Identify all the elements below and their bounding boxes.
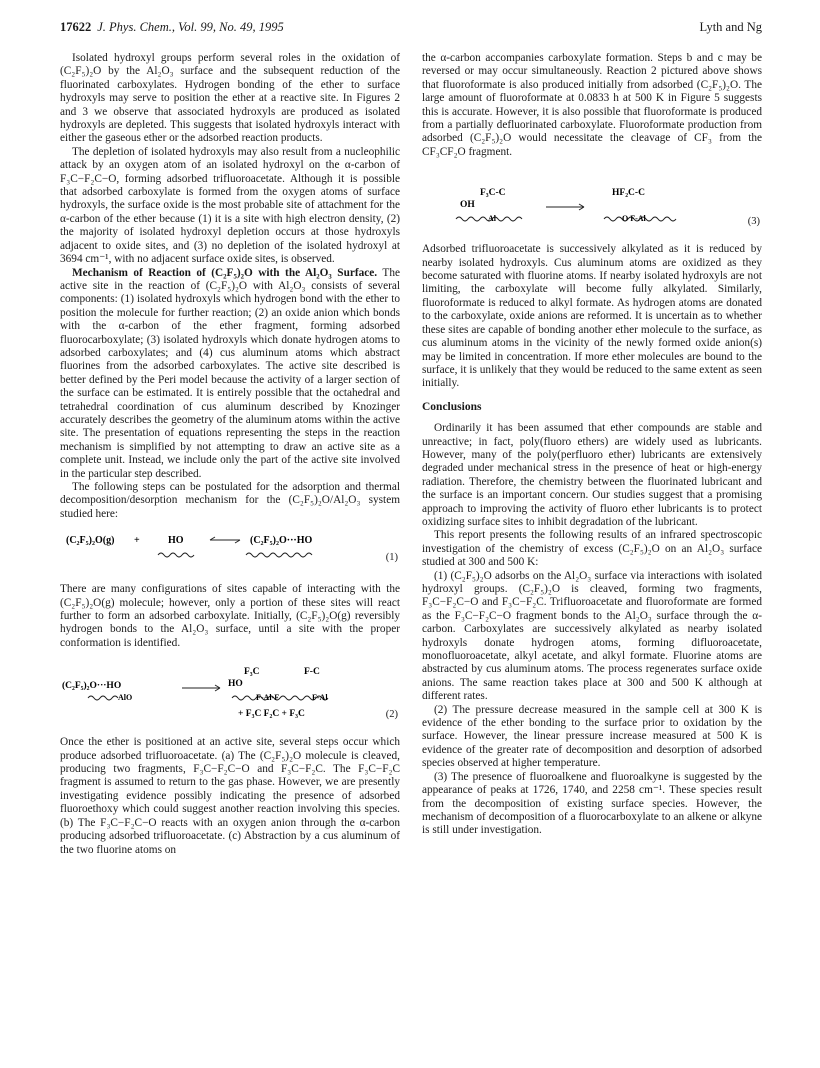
eq1-reactant: (C₂F₅)₂O(g): [66, 535, 115, 547]
authors: Lyth and Ng: [699, 20, 762, 34]
eq2-surface3: F-Al: [312, 693, 328, 703]
surface-wave: [246, 553, 312, 557]
paragraph: the α-carbon accompanies carboxylate formation. Steps b and c may be reversed or may occur simultaneously. Reaction 2 pictured above shows that fluoroformate is also produced initially from adsorbed (C₂F₅)₂O. The large amount of fluoroformate at 0.0833 h at 500 K in Figure 5 suggests this is accurate. However, it is also possible that fluoroformate is produced from a partially defluorinated carboxylate. Fluoroformate production from adsorbed (C₂F₅)₂O would necessitate the cleavage of CF₃ from the CF₃CF₂O fragment.: [422, 52, 762, 158]
left-column: [60, 52, 400, 857]
surface-wave: [158, 553, 194, 557]
eq3-f3c: F₃C-C: [480, 188, 506, 199]
equation-number: (1): [385, 552, 398, 564]
equation-2: [60, 658, 400, 728]
eq3-surface: O F-Al: [622, 214, 646, 224]
paragraph: Adsorbed trifluoroacetate is successively alkylated as it is reduced by nearby isolated hydroxyls. Cus aluminum atoms are oxidized as they become saturated with fluorine atoms. If nearby isolated hydroxyls are not limiting, the carboxylate will become fully alkylated. Similarly, fluoroformate is reduced to alkyl formate. As hydrogen atoms are donated to the carboxylate, oxide anions are reformed. It is uncertain as to whether these sites are capable of bonding another ether molecule to the surface, as cus aluminum atoms in the vicinity of the newly formed oxide anion(s) may be limited in concentration. If more ether molecules are bound to the surface, it is unlikely that they would be reduced to the same extent as seen initially.: [422, 243, 762, 390]
paragraph: (2) The pressure decrease measured in the sample cell at 300 K is evidence of the ether bonding to the surface prior to oxidation by the surface. However, the linear pressure increase measured at 500 K is evidence of the greater rate of decomposition and desorption of adsorbed species observed at higher temperature.: [422, 703, 762, 770]
eq2-fc: F-C: [304, 667, 320, 678]
paragraph: Isolated hydroxyl groups perform several roles in the oxidation of (C₂F₅)₂O by the Al₂O₃ surface and the subsequent reduction of the fluorinated carboxylates. Hydrogen bonding of the ether to surface hydroxyls may serve to position the ether at a reactive site. In Figures 2 and 3 we observe that associated hydroxyls are produced as isolated hydroxyls are depleted. This suggests that isolated hydroxyls interact with either the gaseous ether or the adsorbed reaction products.: [60, 52, 400, 145]
paragraph: The depletion of isolated hydroxyls may also result from a nucleophilic attack by an oxygen atom of an isolated hydroxyl on the α-carbon of F₃C−F₂C−O, forming adsorbed trifluoroacetate. Although it is possible that adsorbed carboxylate is formed from the oxygen atoms of surface hydroxyls, the surface oxide is the most probable site of attachment for the α-carbon of the ether because (1) it is a site with high electron density, (2) the majority of isolated hydroxyl depletion occurs at those hydroxyls adjacent to oxide sites, and (3) no depletion of the isolated hydroxyl at 3694 cm⁻¹, with no adjacent surface oxide sites, is observed.: [60, 145, 400, 266]
eq1-plus: +: [134, 535, 140, 547]
running-header: [60, 20, 762, 40]
paragraph: Once the ether is positioned at an active site, several steps occur which produce adsorbed trifluoroacetate. (a) The (C₂F₅)₂O molecule is cleaved, producing two fragments, F₃C−F₂C−O and F₃C−F₂C. The F₃C−F₂C fragment is assumed to return to the gas phase. However, we are presently investigating evidence possibly indicating the presence of adsorbed fluoroethoxy which could suggest another reaction involving this species. (b) The F₃C−F₂C−O reacts with an oxygen anion through the α-carbon producing adsorbed trifluoroacetate. (c) Abstraction by a cus aluminum of the two fluorine atoms on: [60, 736, 400, 856]
eq3-oh: OH: [460, 200, 475, 211]
equation-number: (3): [747, 216, 760, 228]
eq2-byproducts: + F₃C F₂C + F₃C: [238, 709, 305, 720]
paragraph: Ordinarily it has been assumed that ether compounds are stable and unreactive; in fact, poly(fluoro ethers) are widely used as lubricants. However, many of the poly(perfluoro ether) lubricants are extensively degraded under mechanical stress in the presence of heat or high-energy radiation. Therefore, the chemistry between the fluorinated lubricant and the surface is an important concern. Our studies suggest that a promising approach to improving the activity of fluoro ether lubricants is to protect oxidizing surface sites to inhibit degradation of the lubricant.: [422, 422, 762, 528]
paragraph-text: The active site in the reaction of (C₂F₅)₂O with Al₂O₃ consists of several components: (1) isolated hydroxyls which hydrogen bond with the ether to position the molecule for further reaction; (2) an oxide anion which bonds with the α-carbon of the ether fragment, forming adsorbed fluorocarboxylate; (3) isolated hydroxyls which donate hydrogen atoms to adsorbed carboxylates; and (4) cus aluminum atoms which abstract fluorines from the adsorbed carboxylates. The active site described is better defined by the Peri model because the activity of a larger section of the surface can be estimated. It is entirely possible that the octahedral and tetrahedral coordination of cus aluminum described by Knozinger accurately describes the geometry of the aluminum atoms within the active site. The presentation of equations representing the steps in the reaction mechanism is simplified by not attempting to draw an active site as a complete unit. Instead, we include only the part of the active site involved in the particular step described.: [60, 266, 400, 480]
eq1-ho: HO: [168, 535, 184, 547]
equation-1: [60, 529, 400, 575]
page-number: 17622: [60, 20, 92, 34]
eq2-reactant: (C₂F₅)₂O···HO: [62, 681, 122, 692]
equation-3: [422, 177, 762, 235]
equation-1-diagram: [60, 529, 400, 575]
section-heading: Mechanism of Reaction of (C₂F₅)₂O with the Al₂O₃ Surface.: [72, 266, 378, 279]
paragraph: This report presents the following results of an infrared spectroscopic investigation of the chemistry of excess (C₂F₅)₂O on an Al₂O₃ surface studied at 300 and 500 K:: [422, 529, 762, 569]
eq2-surface2: F-Al-F: [256, 693, 280, 703]
journal-citation: J. Phys. Chem., Vol. 99, No. 49, 1995: [97, 20, 284, 34]
eq3-al: Al: [488, 214, 496, 224]
eq2-surface: AlO: [118, 693, 133, 703]
right-column: [422, 52, 762, 838]
eq3-hf2c: HF₂C-C: [612, 188, 645, 199]
paragraph: The following steps can be postulated for the adsorption and thermal decomposition/desorption mechanism for the (C₂F₅)₂O/Al₂O₃ system studied here:: [60, 481, 400, 520]
eq2-f3c: F₃C: [244, 667, 260, 678]
section-heading: Conclusions: [422, 400, 482, 413]
paragraph: [60, 267, 400, 482]
eq2-ho: HO: [228, 679, 243, 690]
paragraph: There are many configurations of sites capable of interacting with the (C₂F₅)₂O(g) molecule; however, only a portion of these sites will react further to form an adsorbed carboxylate. Initially, (C₂F₅)₂O(g) reversibly hydrogen bonds to the Al₂O₃ surface, until a site with the proper conformation is identified.: [60, 583, 400, 649]
paragraph: (3) The presence of fluoroalkene and fluoroalkyne is suggested by the appearance of peaks at 1726, 1740, and 2258 cm⁻¹. These species result from the decomposition of existing surface species. However, the mechanism of decomposition of a fluorocarboxylate to an alkene or alkyne is still under investigation.: [422, 770, 762, 837]
equation-2-diagram: [60, 658, 400, 728]
paragraph: (1) (C₂F₅)₂O adsorbs on the Al₂O₃ surface via interactions with isolated hydroxyl groups. (C₂F₅)₂O is cleaved, forming two fragments, F₃C−F₂C−O and F₃C−F₂C. Trifluoroacetate and fluoroformate are formed as the F₃C−F₂C−O fragment bonds to the Al₂O₃ surface through the α-carbon. Carboxylates are successively alkylated as nearby isolated hydroxyls donate hydrogen atoms, forming difluoroacetate, monofluoroacetate, alkyl acetate, and alkyl formate. Fluorine atoms are abstracted by cus aluminum atoms. The process regenerates surface oxide anions. The same reaction takes place at 300 and 500 K although at different rates.: [422, 569, 762, 703]
equation-number: (2): [385, 709, 398, 721]
equation-3-diagram: [422, 177, 762, 235]
eq1-product: (C₂F₅)₂O···HO: [250, 535, 313, 547]
